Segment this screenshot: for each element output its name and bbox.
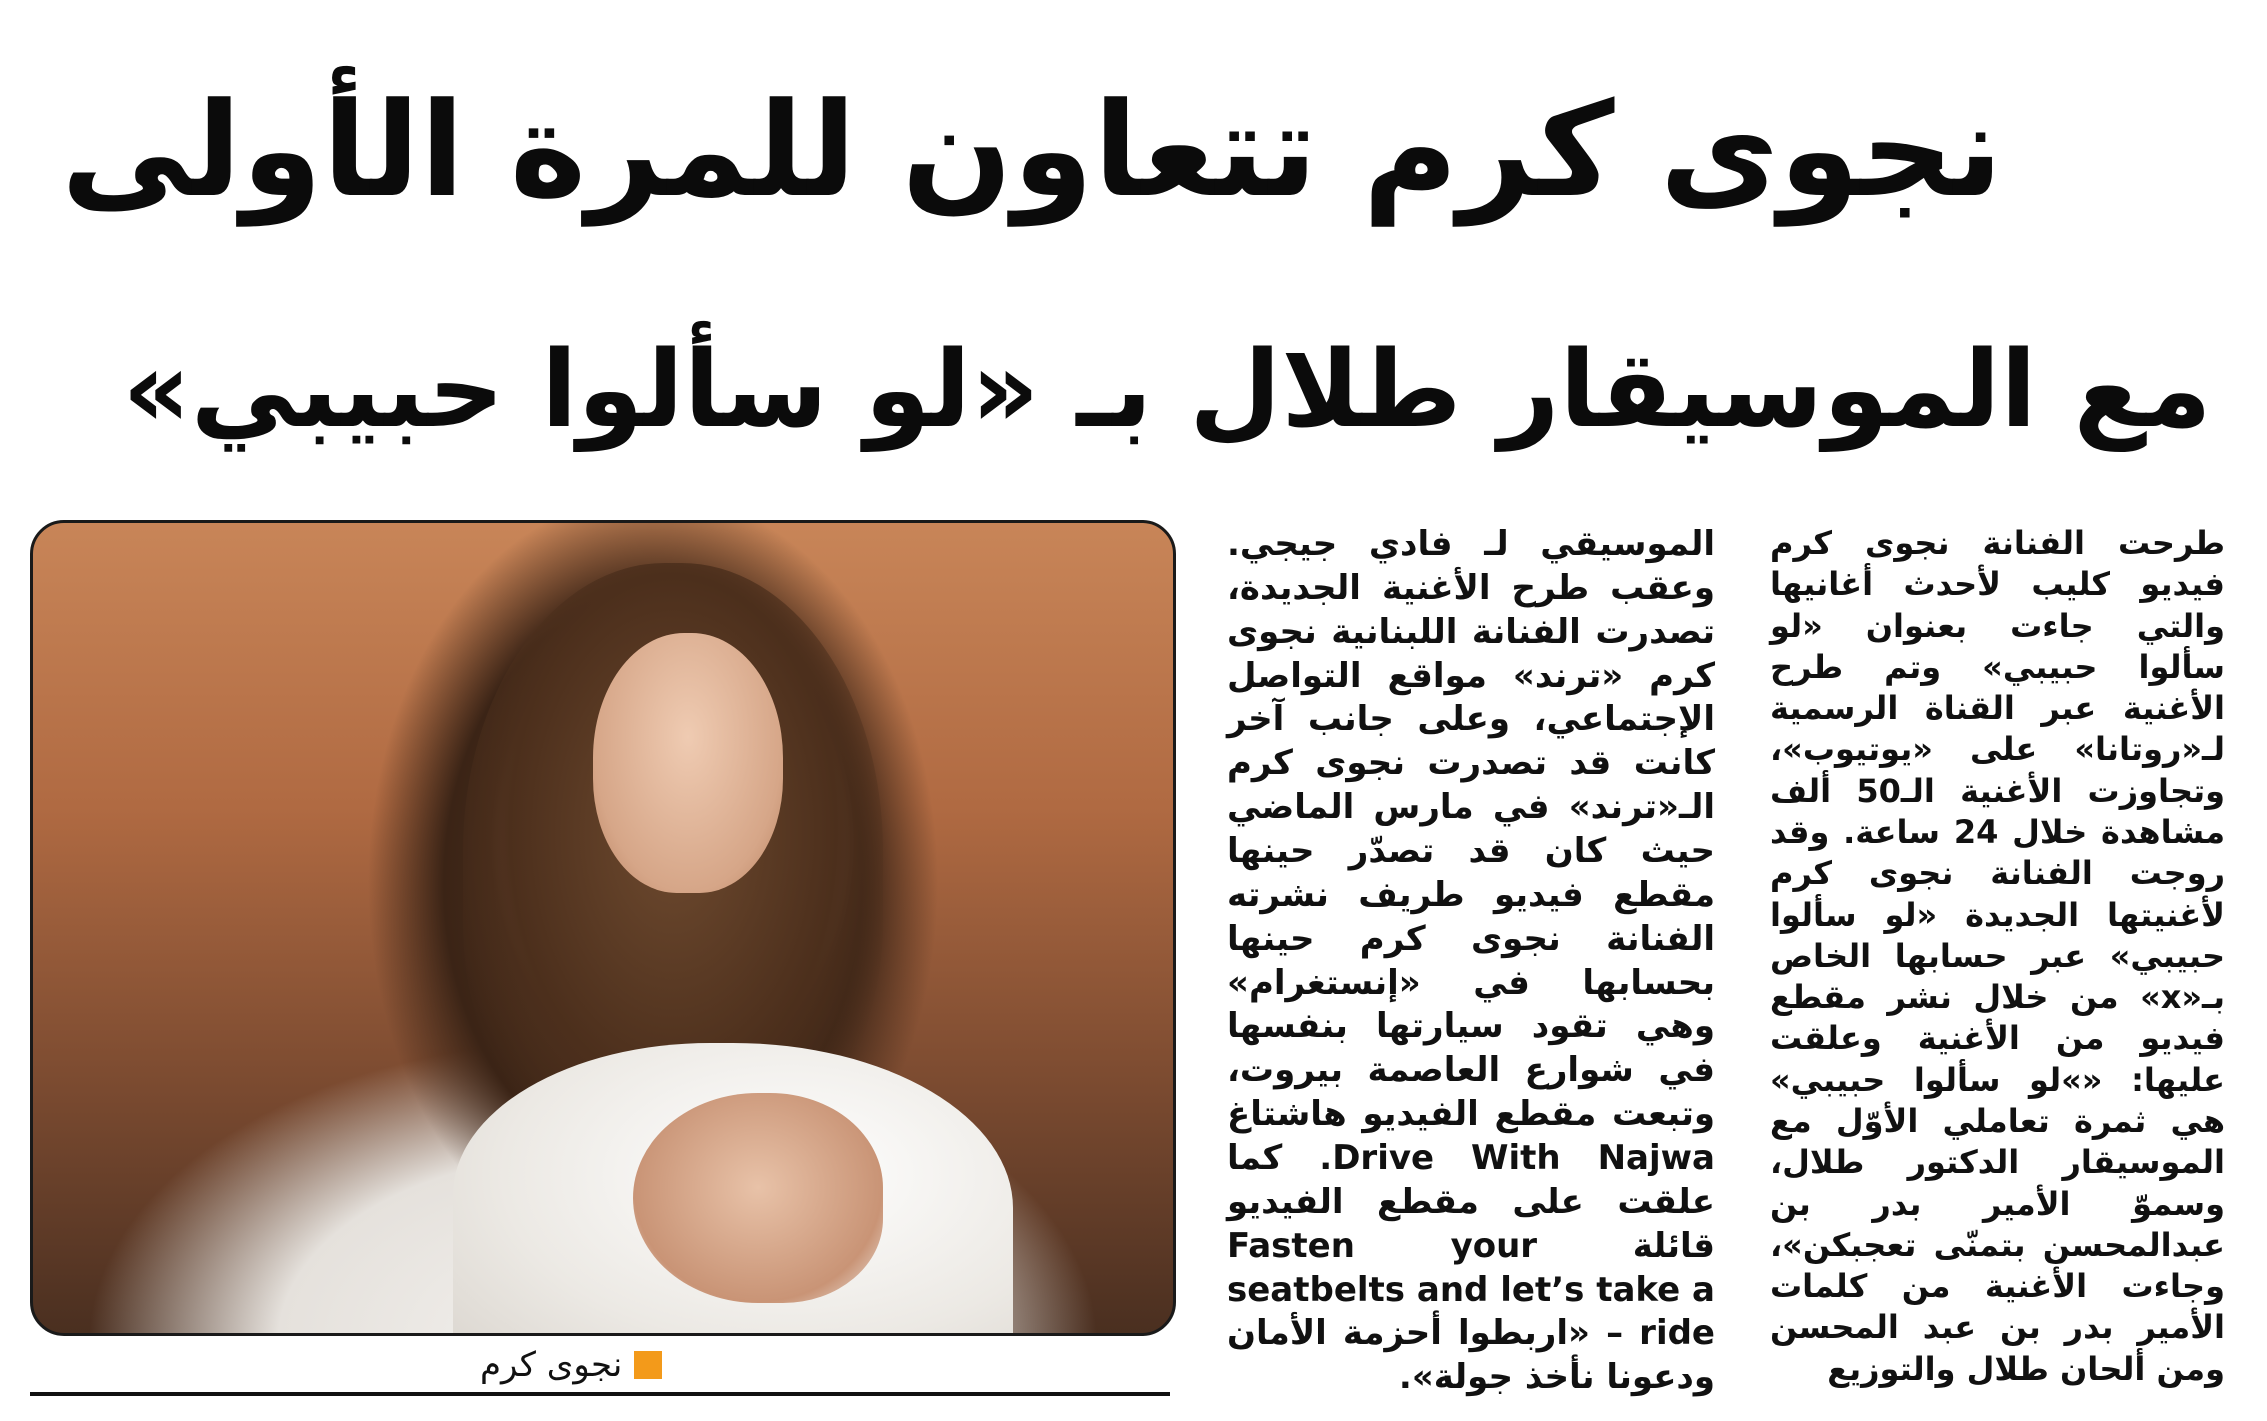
article-column-1 [1770, 523, 2225, 1390]
article-column-2 [1227, 523, 1715, 1400]
caption-text: نجوى كرم [480, 1345, 623, 1385]
headline-line-2: مع الموسيقار طلال بـ «لو سألوا حبيبي» [122, 328, 2212, 451]
article-photo [30, 520, 1176, 1336]
column-1-text: طرحت الفنانة نجوى كرم فيديو كليب لأحدث أغانيها والتي جاءت بعنوان «لو سألوا حبيبي» وتم طرح الأغنية عبر القناة الرسمية لـ«روتانا» على «يوتيوب»، وتجاوزت الأغنية الـ50 ألف مشاهدة خلال 24 ساعة. وقد روجت الفنانة نجوى كرم لأغنيتها الجديدة «لو سألوا حبيبي» عبر حسابها الخاص بـ«x» من خلال نشر مقطع فيديو من الأغنية وعلقت عليها: «»لو سألوا حبيبي» هي ثمرة تعاملي الأوّل مع الموسيقار الدكتور طلال، وسموّ الأمير بدر بن عبدالمحسن بتمنّى تعجبكن»، وجاءت الأغنية من كلمات الأمير بدر بن عبد المحسن ومن ألحان طلال والتوزيع [1770, 524, 2226, 1388]
photo-face-shape [593, 633, 783, 893]
photo-hand-shape [633, 1093, 883, 1303]
caption-rule [30, 1392, 1170, 1396]
column-2-text: الموسيقي لـ فادي جيجي. وعقب طرح الأغنية الجديدة، تصدرت الفنانة اللبنانية نجوى كرم «ترند» مواقع التواصل الإجتماعي، وعلى جانب آخر كانت قد تصدرت نجوى كرم الـ«ترند» في مارس الماضي حيث كان قد تصدّر حينها مقطع فيديو طريف نشرته الفنانة نجوى كرم حينها بحسابها في «إنستغرام» وهي تقود سيارتها بنفسها في شوارع العاصمة بيروت، وتبعت مقطع الفيديو هاشتاغ Drive With Najwa. كما علقت على مقطع الفيديو قائلة Fasten your seatbelts and let’s take a ride – «اربطوا أحزمة الأمان ودعونا نأخذ جولة». [1227, 524, 1715, 1398]
headline-line-1: نجوى كرم تتعاون للمرة الأولى [61, 74, 2003, 226]
photo-caption [480, 1345, 662, 1385]
caption-marker-square [634, 1351, 662, 1379]
